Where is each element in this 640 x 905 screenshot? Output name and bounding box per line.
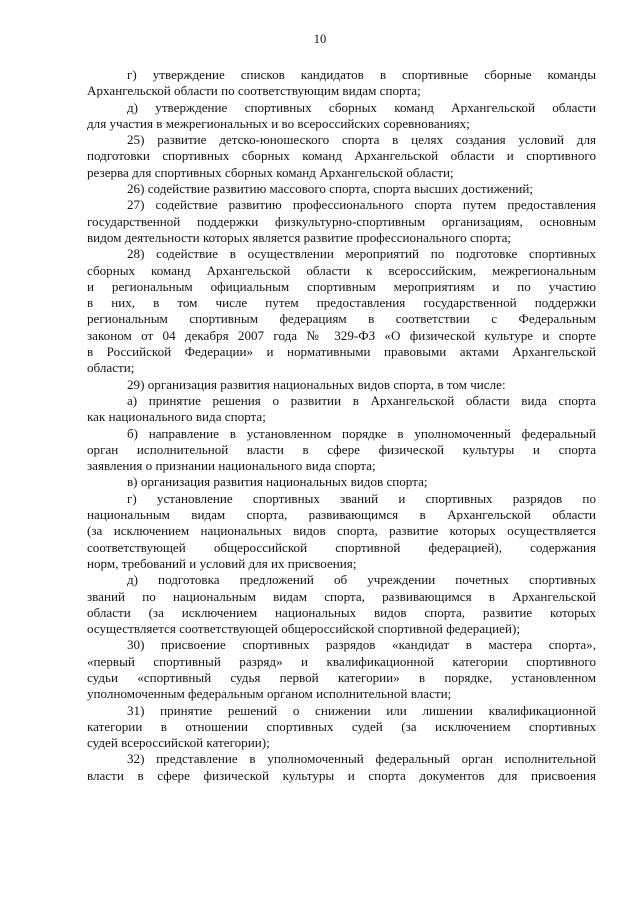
- text-line: осуществляется соответствующей общероссийской спортивной федерацией);: [87, 621, 520, 637]
- paragraph-28: [87, 246, 596, 376]
- paragraph-29g: [87, 491, 596, 572]
- text-line: для участия в межрегиональных и во всероссийских соревнованиях;: [87, 115, 470, 131]
- text-line: в них, в том числе путем предоставления государственной поддержки: [87, 295, 596, 311]
- paragraph-32: [87, 751, 596, 784]
- text-line: категории в отношении спортивных судей (за исключением спортивных: [87, 718, 596, 734]
- text-line: в) организация развития национальных видов спорта;: [127, 474, 428, 490]
- text-line: государственной поддержки физкультурно-спортивным организациям, основным: [87, 213, 596, 229]
- text-line: 30) присвоение спортивных разрядов «кандидат в мастера спорта»,: [127, 637, 596, 653]
- text-line: орган исполнительной власти в сфере физической культуры и спорта: [87, 441, 596, 457]
- paragraph-29a: [87, 393, 596, 426]
- text-line: уполномоченным федеральным органом исполнительной власти;: [87, 686, 452, 702]
- text-line: сборных команд Архангельской области к всероссийским, межрегиональным: [87, 262, 596, 278]
- text-line: г) установление спортивных званий и спортивных разрядов по: [127, 490, 596, 506]
- text-line: 27) содействие развитию профессионального спорта путем предоставления: [127, 197, 596, 213]
- paragraph-25: [87, 132, 596, 181]
- text-line: судей всероссийской категории);: [87, 735, 270, 751]
- text-line: области (за исключением национальных видов спорта, развитие которых: [87, 604, 596, 620]
- text-line: 25) развитие детско-юношеского спорта в целях создания условий для: [127, 132, 596, 148]
- text-line: власти в сфере физической культуры и спорта документов для присвоения: [87, 767, 596, 783]
- text-line: званий по национальным видам спорта, развивающимся в Архангельской: [87, 588, 596, 604]
- text-line: региональным спортивным федерациям в соответствии с Федеральным: [87, 311, 596, 327]
- text-line: 29) организация развития национальных видов спорта, в том числе:: [127, 376, 506, 392]
- paragraph-29: [87, 377, 596, 393]
- text-line: судьи «спортивный судья первой категории» в порядке, установленном: [87, 669, 596, 685]
- text-line: подготовки спортивных сборных команд Архангельской области и спортивного: [87, 148, 596, 164]
- text-line: области;: [87, 360, 135, 376]
- text-line: д) утверждение спортивных сборных команд Архангельской области: [127, 99, 596, 115]
- text-line: заявления о признании национального вида спорта;: [87, 458, 376, 474]
- paragraph-26: [87, 181, 596, 197]
- text-line: как национального вида спорта;: [87, 409, 266, 425]
- text-line: 32) представление в уполномоченный федеральный орган исполнительной: [127, 751, 596, 767]
- paragraph-30: [87, 637, 596, 702]
- paragraph-29v: [87, 474, 596, 490]
- text-line: 26) содействие развитию массового спорта, спорта высших достижений;: [127, 181, 533, 197]
- text-line: (за исключением национальных видов спорта, развитие которых осуществляется: [87, 523, 596, 539]
- text-line: норм, требований и условий для их присвоения;: [87, 555, 357, 571]
- paragraph-29b: [87, 426, 596, 475]
- text-line: д) подготовка предложений об учреждении почетных спортивных: [127, 572, 596, 588]
- text-line: соответствующей общероссийской спортивной федерацией), содержания: [87, 539, 596, 555]
- text-line: и региональным официальным спортивным мероприятиям и по участию: [87, 278, 596, 294]
- paragraph-27: [87, 197, 596, 246]
- document-body: [87, 67, 596, 784]
- text-line: 28) содействие в осуществлении мероприятий по подготовке спортивных: [127, 246, 596, 262]
- paragraph-29d: [87, 572, 596, 637]
- text-line: видом деятельности которых является развитие профессионального спорта;: [87, 229, 512, 245]
- text-line: законом от 04 декабря 2007 года № 329-ФЗ «О физической культуре и спорте: [87, 327, 596, 343]
- text-line: 31) принятие решений о снижении или лишении квалификационной: [127, 702, 596, 718]
- text-line: резерва для спортивных сборных команд Архангельской области;: [87, 164, 454, 180]
- paragraph-31: [87, 703, 596, 752]
- text-line: в Российской Федерации» и нормативными правовыми актами Архангельской: [87, 344, 596, 360]
- paragraph-d: [87, 100, 596, 133]
- text-line: национальным видам спорта, развивающимся в Архангельской области: [87, 507, 596, 523]
- text-line: б) направление в установленном порядке в уполномоченный федеральный: [127, 425, 596, 441]
- page-number: 10: [313, 32, 327, 46]
- text-line: «первый спортивный разряд» и квалификационной категории спортивного: [87, 653, 596, 669]
- text-line: г) утверждение списков кандидатов в спортивные сборные команды: [127, 67, 596, 82]
- paragraph-g: [87, 67, 596, 100]
- text-line: а) принятие решения о развитии в Архангельской области вида спорта: [127, 392, 596, 408]
- text-line: Архангельской области по соответствующим видам спорта;: [87, 83, 421, 99]
